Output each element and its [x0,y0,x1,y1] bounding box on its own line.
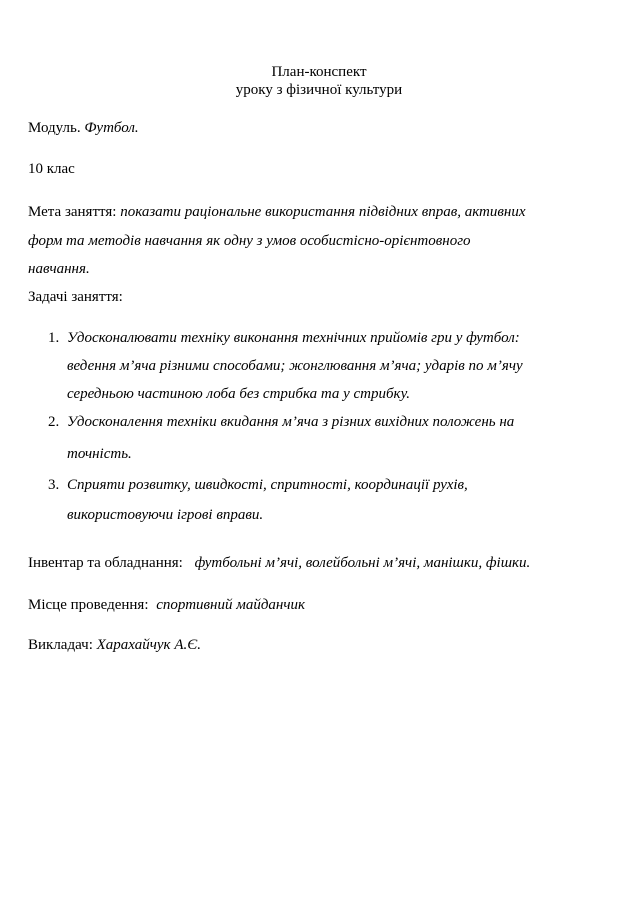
module-line [28,119,139,137]
task-number-3: 3. [48,477,60,493]
venue-label: Місце проведення: [28,597,149,613]
task-3-line-2: використовуючи ігрові вправи. [67,507,264,523]
module-value: Футбол. [84,120,139,136]
task-3-line-1: Сприяти розвитку, швидкості, спритності, координації рухів, [67,477,468,493]
teacher-value: Харахайчук А.Є. [96,637,202,653]
module-label: Модуль. [28,120,81,136]
equipment-label: Інвентар та обладнання: [28,555,183,571]
venue-value: спортивний майданчик [156,597,306,613]
tasks-label: Задачі заняття: [28,289,123,305]
task-1-line-1: Удосконалювати техніку виконання технічних прийомів гри у футбол: [67,330,520,346]
task-2-line-2: точність. [67,446,132,462]
task-1-line-3: середньою частиною лоба без стрибка та у стрибку. [67,386,411,402]
task-1-line-2: ведення м’яча різними способами; жонглювання м’яча; ударів по м’ячу [67,358,523,374]
task-2-line-1: Удосконалення техніки вкидання м’яча з різних вихідних положень на [67,414,515,430]
goal-text-1: показати раціональне використання підвідних вправ, активних [120,204,526,220]
goal-line-1 [28,203,525,221]
task-number-2: 2. [48,414,60,430]
goal-label: Мета заняття: [28,204,117,220]
goal-text-3: навчання. [28,261,90,277]
document-title: План-конспект [271,64,367,80]
grade-line: 10 клас [28,161,75,177]
task-number-1: 1. [48,330,60,346]
document-subtitle: уроку з фізичної культури [235,82,403,98]
equipment-value: футбольні м’ячі, волейбольні м’ячі, манішки, фішки. [194,555,531,571]
teacher-label: Викладач: [28,637,93,653]
venue-line [28,596,305,614]
goal-text-2: форм та методів навчання як одну з умов особистісно-орієнтовного [28,233,471,249]
equipment-line [28,554,530,572]
teacher-line [28,636,201,654]
